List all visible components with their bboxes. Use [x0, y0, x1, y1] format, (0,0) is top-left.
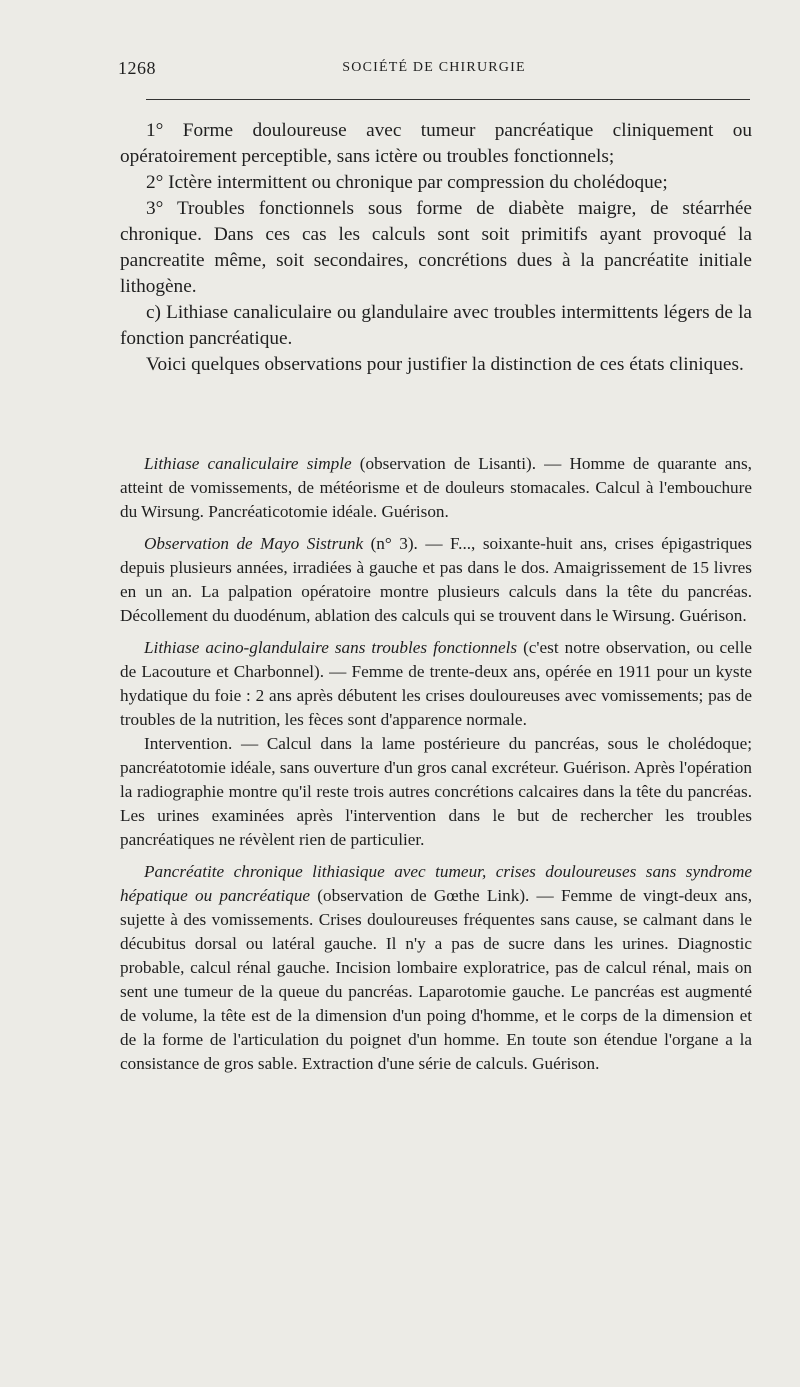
observation-text: (n° 3). — F..., soixante-huit ans, crises épigastriques depuis plusieurs années, irradiées à gauche et pas dans le dos. Amaigrissement de 15 livres en un an. La palpation opératoire montre plusieurs calculs dans la tête du pancréas. Décollement du duodénum, ablation des calculs qui se trouvent dans le Wirsung. Guérison. — [120, 534, 752, 625]
header-rule — [146, 99, 750, 100]
observation-intervention — [120, 732, 752, 852]
observation-lisanti — [120, 452, 752, 524]
observation-title: Observation de Mayo Sistrunk — [144, 534, 364, 553]
running-header — [118, 58, 750, 82]
main-text — [120, 118, 752, 378]
page-number: 1268 — [118, 58, 156, 78]
observations — [120, 452, 752, 1076]
observation-goethe-link — [120, 860, 752, 1076]
observation-text: Intervention. — Calcul dans la lame postérieure du pancréas, sous le cholédoque; pancréatotomie idéale, sans ouverture d'un gros canal excréteur. Guérison. Après l'opération la radiographie montre qu'il reste trois autres concrétions calcaires dans la tête du pancréas. Les urines examinées après l'intervention dans le but de rechercher les troubles pancréatiques ne révèlent rien de particulier. — [120, 734, 752, 849]
observation-text: (c'est notre observation, ou celle de Lacouture et Charbonnel). — Femme de trente-deux ans, opérée en 1911 pour un kyste hydatique du foie : 2 ans après débutent les crises douloureuses avec vomissements; pas de troubles de la nutrition, les fèces sont d'apparence normale. — [120, 638, 752, 729]
observation-title: Lithiase canaliculaire simple — [144, 454, 352, 473]
observation-text: (observation de Lisanti). — Homme de quarante ans, atteint de vomissements, de météorisme et de douleurs stomacales. Calcul à l'embouchure du Wirsung. Pancréaticotomie idéale. Guérison. — [120, 454, 752, 521]
observation-title: Lithiase acino-glandulaire sans troubles fonctionnels — [144, 638, 518, 657]
observation-acino-glandulaire — [120, 636, 752, 732]
paragraph-intro-observations: Voici quelques observations pour justifier la distinction de ces états cliniques. — [146, 354, 744, 375]
observation-title: Pancréatite chronique lithiasique avec tumeur, crises douloureuses sans syndrome hépatique ou pancréatique — [120, 862, 752, 905]
paragraph-troubles-fonctionnels: 3° Troubles fonctionnels sous forme de diabète maigre, de stéarrhée chronique. Dans ces cas les calculs sont soit primitifs ayant provoqué la pancreatite même, soit secondaires, concrétions dues à la pancréatite initiale lithogène. — [120, 198, 752, 297]
paragraph-lithiase-canaliculaire: c) Lithiase canaliculaire ou glandulaire avec troubles intermittents légers de la fonction pancréatique. — [120, 302, 752, 349]
observation-mayo-sistrunk — [120, 532, 752, 628]
running-title: SOCIÉTÉ DE CHIRURGIE — [342, 60, 526, 75]
observation-text: (observation de Gœthe Link). — Femme de vingt-deux ans, sujette à des vomissements. Crises douloureuses fréquentes sans cause, se calmant dans le décubitus dorsal ou latéral gauche. Il n'y a pas de sucre dans les urines. Diagnostic probable, calcul rénal gauche. Incision lombaire exploratrice, pas de calcul rénal, mais on sent une tumeur de la queue du pancréas. Laparotomie gauche. Le pancréas est augmenté de volume, la tête est de la dimension d'un poing d'homme, et le corps de la dimension et de la forme de l'articulation du poignet d'un homme. En toute son étendue l'organe a la consistance de gros sable. Extraction d'une série de calculs. Guérison. — [120, 886, 753, 1073]
paragraph-ictere: 2° Ictère intermittent ou chronique par compression du cholédoque; — [146, 172, 668, 193]
paragraph-form-douloureuse: 1° Forme douloureuse avec tumeur pancréatique cliniquement ou opératoirement perceptible, sans ictère ou troubles fonctionnels; — [120, 120, 752, 167]
